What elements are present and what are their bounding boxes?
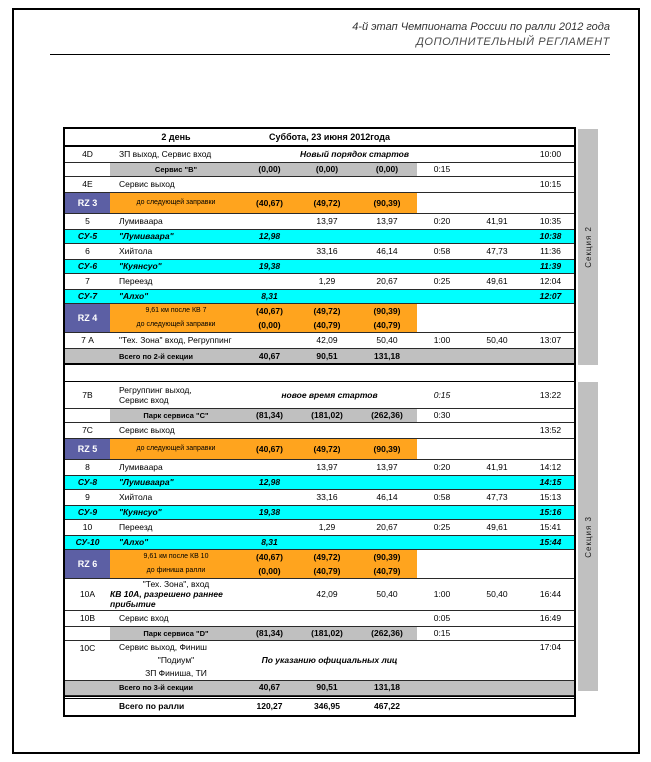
filler-cell (297, 260, 527, 273)
refuel-v1-cell: (0,00) (242, 318, 297, 332)
stage-kv-cell: СУ-10 (65, 536, 110, 549)
refuel-v1-cell: (0,00) (242, 564, 297, 578)
service-name-cell: Парк сервиса "D" (110, 627, 242, 640)
kv-cell: 9 (85, 492, 90, 503)
kv-cell: 6 (85, 246, 90, 257)
location-line: Сервис вход (119, 395, 169, 405)
refuel-v2-cell: (40,79) (297, 564, 357, 578)
refuel-v2-cell: (49,72) (297, 304, 357, 318)
schedule-row (65, 627, 574, 641)
section-total-label: Всего по 3-й секции (119, 683, 193, 693)
distance-cell: 1,29 (318, 276, 336, 287)
location-cell (110, 579, 242, 610)
note-cell: Новый порядок стартов (300, 149, 409, 160)
refuel-v2-cell: (49,72) (297, 439, 357, 459)
section-total-v3: 131,18 (374, 682, 400, 693)
refuel-v1-cell: (40,67) (242, 439, 297, 459)
service-v3-cell: (262,36) (357, 409, 417, 422)
avg-speed-cell: 47,73 (486, 246, 508, 257)
location-cell (110, 382, 242, 408)
location-cell: Сервис вход (119, 612, 169, 623)
rally-total-v1: 120,27 (256, 701, 283, 712)
schedule-row (65, 460, 574, 476)
service-v2-cell: (0,00) (297, 163, 357, 176)
rally-total-v2: 346,95 (314, 701, 340, 712)
refuel-v3-cell: (90,39) (357, 550, 417, 564)
schedule-row (65, 520, 574, 536)
stage-time-cell: 14:15 (527, 476, 574, 489)
avg-speed-cell: 47,73 (486, 492, 508, 503)
rally-total-label: Всего по ралли (119, 701, 185, 712)
location-cell: Лумиваара (119, 462, 163, 473)
section-bar-label: Секция 3 (583, 515, 593, 558)
location-cell: "Тех. Зона" вход, Регруппинг (119, 335, 232, 346)
time-norm-cell: 0:15 (433, 627, 451, 638)
refuel-v2-cell: (49,72) (297, 193, 357, 213)
stage-name-cell: "Алхо" (110, 290, 242, 303)
kv-cell: 4D (82, 149, 93, 160)
stage-distance-cell: 19,38 (242, 506, 297, 519)
schedule-row (65, 476, 574, 490)
location-line: КВ 10А, разрешено раннее прибытие (110, 589, 223, 610)
refuel-zone-label: RZ 3 (65, 193, 110, 213)
schedule-row (65, 641, 574, 681)
location-cell: Переезд (119, 522, 153, 533)
stage-time-cell: 10:38 (527, 230, 574, 243)
time-cell: 16:44 (539, 589, 562, 600)
time-norm-cell: 0:30 (433, 410, 451, 421)
refuel-v2-cell: (40,79) (297, 318, 357, 332)
stage-name-cell: "Куянсуо" (110, 260, 242, 273)
kv-cell: 10B (79, 612, 96, 623)
kv-cell: 8 (85, 462, 90, 473)
stage-kv-cell: СУ-8 (65, 476, 110, 489)
avg-speed-cell: 50,40 (486, 335, 508, 346)
schedule-row (65, 304, 574, 333)
time-norm-cell: 0:15 (433, 389, 451, 400)
time-cell: 11:36 (540, 246, 561, 257)
stage-distance-cell: 12,98 (242, 476, 297, 489)
stage-kv-cell: СУ-5 (65, 230, 110, 243)
location-cell: Хийтола (119, 246, 153, 257)
stage-kv-cell: СУ-7 (65, 290, 110, 303)
time-cell: 12:04 (539, 276, 562, 287)
kv-cell: 10C (79, 642, 96, 653)
empty-cell (417, 318, 574, 332)
service-name-cell: Парк сервиса "С" (110, 409, 242, 422)
time-norm-cell: 0:58 (433, 492, 451, 503)
time-cell: 17:04 (539, 641, 562, 652)
schedule-row (65, 230, 574, 244)
header-subtitle: ДОПОЛНИТЕЛЬНЫЙ РЕГЛАМЕНТ (416, 35, 610, 48)
refuel-desc-cell: до следующей заправки (110, 318, 242, 332)
stage-name-cell: "Алхо" (110, 536, 242, 549)
document-page (12, 8, 640, 754)
location-cell: Переезд (119, 276, 153, 287)
avg-speed-cell: 49,61 (486, 522, 508, 533)
kv-cell (65, 163, 110, 176)
refuel-desc-cell: до следующей заправки (110, 439, 242, 459)
refuel-v3-cell: (90,39) (357, 304, 417, 318)
schedule-row (65, 274, 574, 290)
avg-speed-cell: 41,91 (486, 216, 508, 227)
schedule-row (65, 214, 574, 230)
schedule-row (65, 177, 574, 193)
distance-cell: 1,29 (318, 522, 336, 533)
refuel-v1-cell: (40,67) (242, 304, 297, 318)
date-label: Суббота, 23 июня 2012года (269, 131, 390, 142)
kv-cell: 4E (82, 179, 93, 190)
location-line: "Тех. Зона", вход (142, 579, 210, 589)
stage-time-cell: 12:07 (527, 290, 574, 303)
total-distance-cell: 20,67 (376, 276, 398, 287)
schedule-row (65, 147, 574, 163)
service-v1-cell: (81,34) (242, 409, 297, 422)
distance-cell: 42,09 (316, 335, 338, 346)
kv-cell: 7 А (81, 335, 94, 346)
finish-line-cell: Сервис выход, Финиш (119, 641, 207, 652)
distance-cell: 13,97 (316, 462, 338, 473)
section-total-v3: 131,18 (374, 350, 400, 361)
schedule-row (65, 193, 574, 214)
time-cell: 13:07 (539, 335, 562, 346)
avg-speed-cell: 50,40 (486, 589, 508, 600)
schedule-row (65, 349, 574, 365)
refuel-v3-cell: (90,39) (357, 193, 417, 213)
section-total-v2: 90,51 (316, 682, 338, 693)
stage-distance-cell: 12,98 (242, 230, 297, 243)
time-cell: 13:22 (539, 389, 562, 400)
avg-speed-cell: 49,61 (486, 276, 508, 287)
distance-cell: 33,16 (316, 492, 338, 503)
filler-cell (297, 230, 527, 243)
schedule-row (65, 129, 574, 147)
total-distance-cell: 46,14 (376, 246, 398, 257)
service-name-cell: Сервис "В" (110, 163, 242, 176)
location-cell: Лумиваара (119, 216, 163, 227)
distance-cell: 42,09 (316, 589, 338, 600)
document-header (14, 20, 610, 50)
refuel-desc-cell: 9,61 км после КВ 7 (110, 304, 242, 318)
stage-distance-cell: 8,31 (242, 290, 297, 303)
refuel-v3-cell: (90,39) (357, 439, 417, 459)
filler-cell (297, 290, 527, 303)
schedule-row (65, 260, 574, 274)
time-cell: 10:00 (539, 149, 562, 160)
service-v2-cell: (181,02) (297, 409, 357, 422)
kv-cell: 10A (79, 589, 96, 600)
time-cell: 14:12 (539, 462, 562, 473)
schedule-row (65, 409, 574, 423)
refuel-desc-cell: 9,61 км после КВ 10 (110, 550, 242, 564)
time-cell: 15:41 (539, 522, 562, 533)
refuel-desc-cell: до следующей заправки (110, 193, 242, 213)
header-rule (50, 54, 610, 55)
service-v2-cell: (181,02) (297, 627, 357, 640)
empty-cell (65, 699, 110, 715)
filler-cell (297, 476, 527, 489)
empty-cell (417, 550, 574, 564)
kv-cell: 7B (82, 389, 93, 400)
total-distance-cell: 20,67 (376, 522, 398, 533)
service-v3-cell: (0,00) (357, 163, 417, 176)
schedule-row (65, 681, 574, 696)
finish-line-cell: "Подиум" (157, 654, 195, 665)
stage-name-cell: "Куянсуо" (110, 506, 242, 519)
finish-line-cell: ЗП Финиша, ТИ (145, 667, 207, 678)
empty-cell (417, 439, 574, 459)
schedule-row (65, 490, 574, 506)
time-cell: 10:15 (539, 179, 562, 190)
section-total-v2: 90,51 (316, 350, 338, 361)
refuel-desc-cell: до финиша ралли (110, 564, 242, 578)
section-bar (578, 382, 598, 691)
stage-kv-cell: СУ-6 (65, 260, 110, 273)
stage-time-cell: 15:16 (527, 506, 574, 519)
time-norm-cell: 0:25 (433, 276, 451, 287)
schedule-row (65, 382, 574, 409)
schedule-row (65, 550, 574, 579)
schedule-row (65, 333, 574, 349)
time-norm-cell: 0:05 (433, 612, 451, 623)
location-cell: Хийтола (119, 492, 153, 503)
schedule-row (65, 423, 574, 439)
kv-cell (65, 409, 110, 422)
empty-cell (417, 304, 574, 318)
refuel-v3-cell: (40,79) (357, 318, 417, 332)
location-line: Регруппинг выход, (119, 384, 192, 395)
header-title: 4-й этап Чемпионата России по ралли 2012 года (352, 21, 610, 33)
time-cell: 16:49 (539, 612, 562, 623)
rally-total-v3: 467,22 (374, 701, 400, 712)
stage-time-cell: 15:44 (527, 536, 574, 549)
location-cell: Сервис выход (119, 425, 175, 436)
stage-time-cell: 11:39 (527, 260, 574, 273)
filler-cell (297, 536, 527, 549)
schedule-row (65, 536, 574, 550)
total-distance-cell: 50,40 (376, 589, 398, 600)
total-distance-cell: 13,97 (376, 216, 398, 227)
refuel-zone-label: RZ 4 (65, 304, 110, 332)
schedule-table (63, 127, 593, 717)
refuel-zone-label: RZ 6 (65, 550, 110, 578)
note-cell: новое время стартов (281, 389, 378, 400)
kv-cell: 5 (85, 216, 90, 227)
section-total-v1: 40,67 (258, 682, 281, 693)
kv-cell (65, 627, 110, 640)
distance-cell: 13,97 (316, 216, 338, 227)
refuel-v1-cell: (40,67) (242, 193, 297, 213)
refuel-v3-cell: (40,79) (357, 564, 417, 578)
time-norm-cell: 1:00 (433, 335, 451, 346)
time-norm-cell: 0:15 (433, 164, 451, 175)
section-bar (578, 129, 598, 365)
location-cell: Сервис выход (119, 179, 175, 190)
refuel-zone-label: RZ 5 (65, 439, 110, 459)
day-label: 2 день (161, 131, 191, 142)
schedule-row (65, 506, 574, 520)
time-norm-cell: 0:20 (433, 216, 451, 227)
stage-name-cell: "Лумиваара" (110, 476, 242, 489)
service-v1-cell: (81,34) (242, 627, 297, 640)
refuel-v2-cell: (49,72) (297, 550, 357, 564)
schedule-row (65, 611, 574, 627)
schedule-row (65, 290, 574, 304)
time-norm-cell: 0:25 (433, 522, 451, 533)
location-cell: ЗП выход, Сервис вход (119, 149, 212, 160)
section-bar-label: Секция 2 (583, 226, 593, 268)
schedule-row (65, 579, 574, 611)
time-cell: 13:52 (539, 425, 562, 436)
empty-cell (417, 564, 574, 578)
service-v3-cell: (262,36) (357, 627, 417, 640)
time-norm-cell: 1:00 (433, 589, 451, 600)
note-cell: По указанию официальных лиц (261, 654, 398, 665)
filler-cell (297, 506, 527, 519)
kv-cell: 7 (85, 276, 90, 287)
time-cell: 10:35 (539, 216, 562, 227)
empty-cell (65, 681, 110, 695)
refuel-v1-cell: (40,67) (242, 550, 297, 564)
kv-cell: 7C (82, 425, 93, 436)
stage-name-cell: "Лумиваара" (110, 230, 242, 243)
time-norm-cell: 0:58 (433, 246, 451, 257)
service-v1-cell: (0,00) (242, 163, 297, 176)
schedule-row (65, 439, 574, 460)
empty-cell (417, 193, 574, 213)
section-total-label: Всего по 2-й секции (119, 351, 193, 361)
schedule-row (65, 365, 574, 382)
section-total-v1: 40,67 (258, 350, 281, 361)
distance-cell: 33,16 (316, 246, 338, 257)
avg-speed-cell: 41,91 (486, 462, 508, 473)
total-distance-cell: 46,14 (376, 492, 398, 503)
time-cell: 15:13 (539, 492, 562, 503)
stage-distance-cell: 8,31 (242, 536, 297, 549)
schedule-row (65, 163, 574, 177)
time-norm-cell: 0:20 (433, 462, 451, 473)
stage-distance-cell: 19,38 (242, 260, 297, 273)
kv-cell: 10 (82, 522, 93, 533)
schedule-row (65, 244, 574, 260)
empty-cell (65, 349, 110, 363)
total-distance-cell: 13,97 (376, 462, 398, 473)
stage-kv-cell: СУ-9 (65, 506, 110, 519)
schedule-row (65, 696, 574, 715)
total-distance-cell: 50,40 (376, 335, 398, 346)
